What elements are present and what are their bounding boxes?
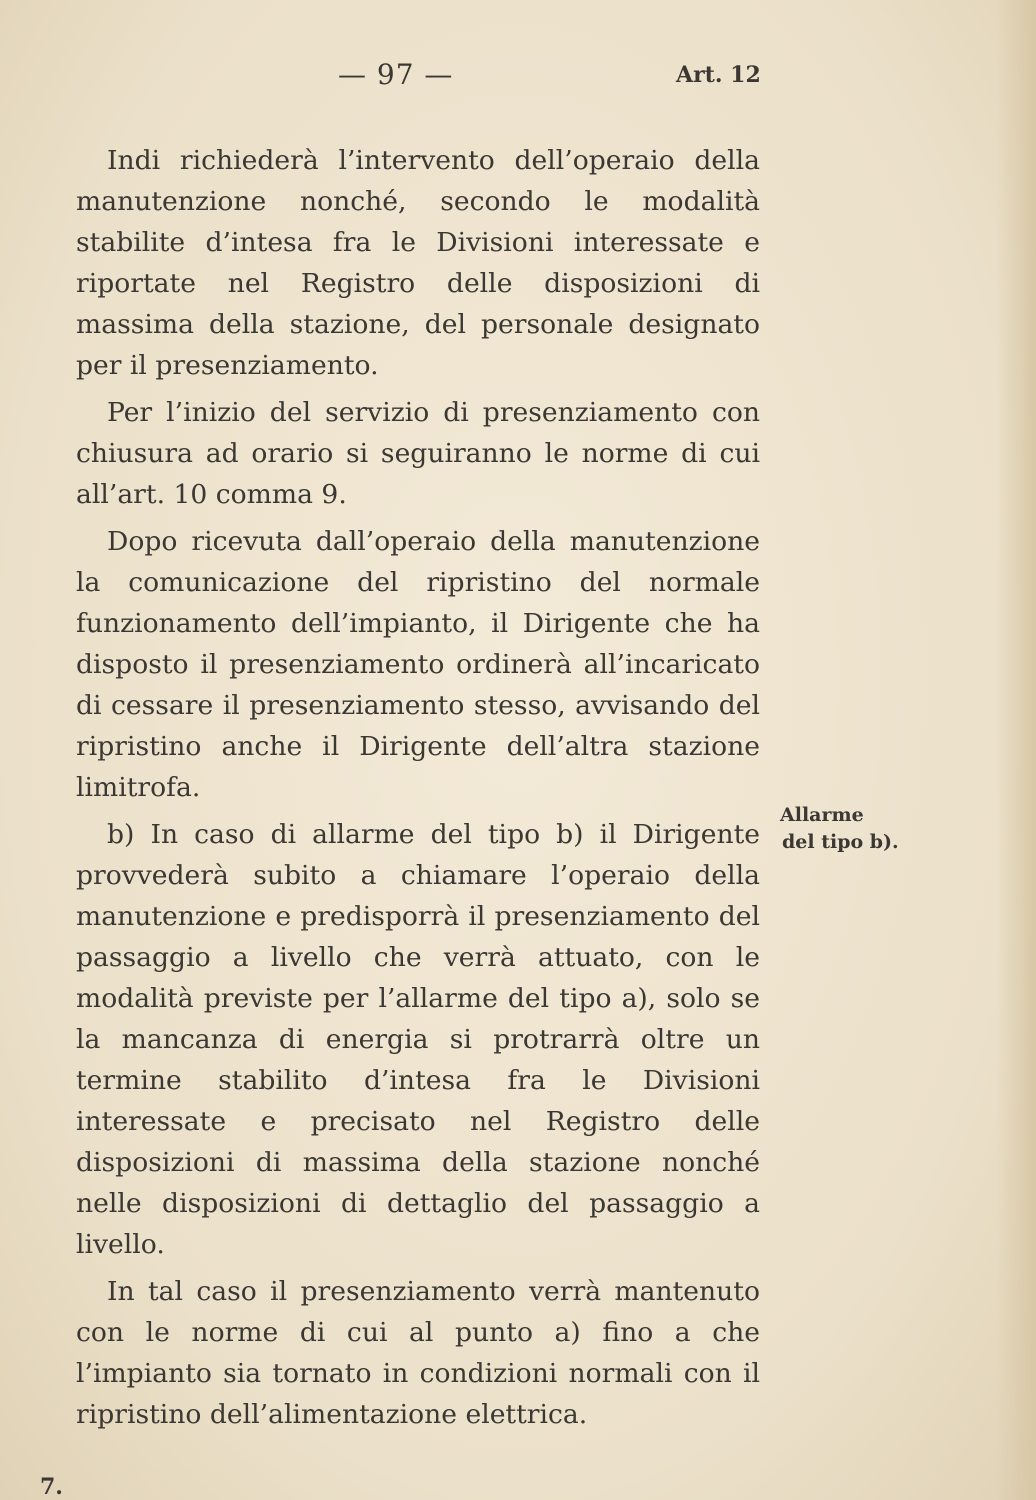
page-header bbox=[0, 58, 1036, 98]
page-number: — 97 — bbox=[338, 58, 454, 91]
margin-note bbox=[780, 802, 960, 856]
paragraph-3: Dopo ricevuta dall’operaio della manutenzione la comunicazione del ripristino del normale funzionamento dell’impianto, il Dirigente che ha disposto il presenziamento ordinerà all’incaricato di cessare il presenziamento stesso, avvisando del ripristino anche il Dirigente dell’altra stazione limitrofa. bbox=[76, 526, 760, 803]
article-reference: Art. 12 bbox=[676, 62, 761, 88]
margin-note-line-1: Allarme bbox=[780, 804, 864, 826]
paragraph-4: b) In caso di allarme del tipo b) il Dirigente provvederà subito a chiamare l’operaio della manutenzione e predisporrà il presenziamento del passaggio a livello che verrà attuato, con le modalità previste per l’allarme del tipo a), solo se la mancanza di energia si protrarrà oltre un termine stabilito d’intesa fra le Divisioni interessate e precisato nel Registro delle disposizioni di massima della stazione nonché nelle disposizioni di dettaglio del passaggio a livello. bbox=[76, 819, 760, 1260]
signature-mark: 7. bbox=[40, 1474, 63, 1500]
margin-note-line-2: del tipo b). bbox=[782, 831, 899, 853]
article-body bbox=[76, 140, 760, 1435]
paragraph-5: In tal caso il presenziamento verrà mantenuto con le norme di cui al punto a) fino a che l’impianto sia tornato in condizioni normali con il ripristino dell’alimentazione elettrica. bbox=[76, 1276, 760, 1430]
page-edge-shadow bbox=[996, 0, 1036, 1500]
paragraph-2: Per l’inizio del servizio di presenziamento con chiusura ad orario si seguiranno le norme di cui all’art. 10 comma 9. bbox=[76, 397, 760, 510]
paragraph-1: Indi richiederà l’intervento dell’operaio della manutenzione nonché, secondo le modalità stabilite d’intesa fra le Divisioni interessate e riportate nel Registro delle disposizioni di massima della stazione, del personale designato per il presenziamento. bbox=[76, 145, 760, 381]
